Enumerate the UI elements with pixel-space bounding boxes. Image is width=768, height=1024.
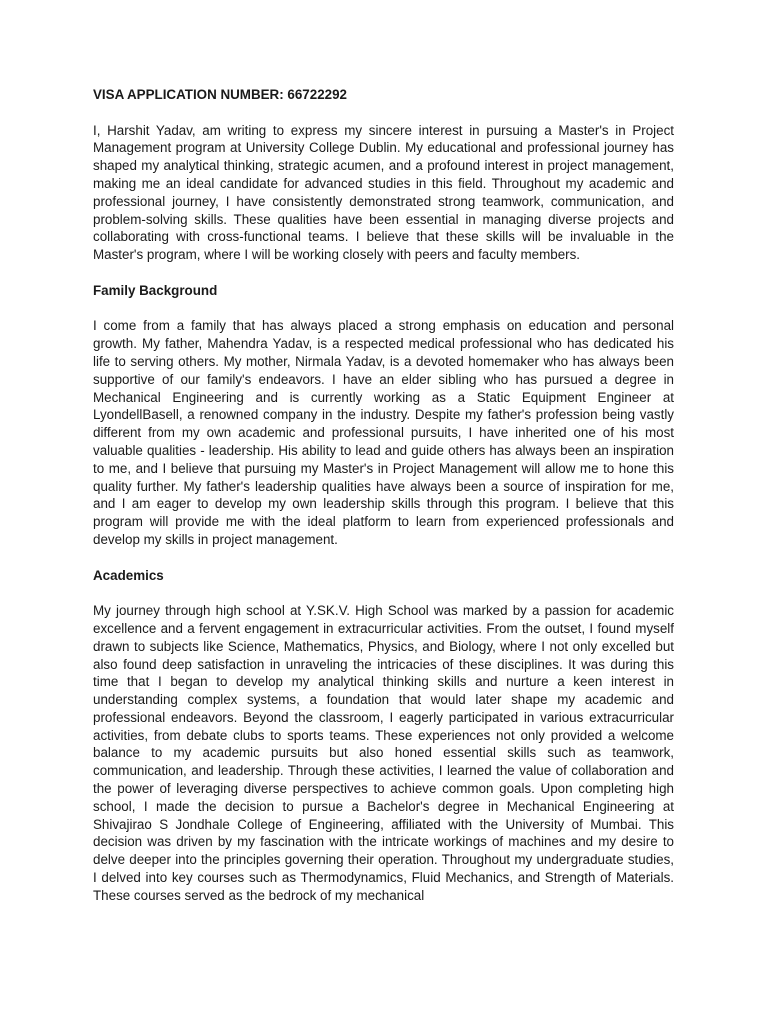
section-heading-academics: Academics <box>93 567 164 583</box>
family-background-paragraph: I come from a family that has always placed a strong emphasis on education and personal growth. My father, Mahendra Yadav, is a respected medical professional who has dedicated his life to serving others. My mother, Nirmala Yadav, is a devoted homemaker who has always been supportive of our family's endeavors. I have an elder sibling who has pursued a degree in Mechanical Engineering and is currently working as a Static Equipment Engineer at LyondellBasell, a renowned company in the industry. Despite my father's profession being vastly different from my own academic and professional pursuits, I have inherited one of his most valuable qualities - leadership. His ability to lead and guide others has always been an inspiration to me, and I believe that pursuing my Master's in Project Management will allow me to hone this quality further. My father's leadership qualities have always been a source of inspiration for me, and I am eager to develop my own leadership skills through this program. I believe that this program will provide me with the ideal platform to learn from experienced professionals and develop my skills in project management. <box>93 318 674 547</box>
spacer <box>93 104 674 122</box>
document-title: VISA APPLICATION NUMBER: 66722292 <box>93 87 347 102</box>
intro-paragraph: I, Harshit Yadav, am writing to express my sincere interest in pursuing a Master's in Project Management program at University College Dublin. My educational and professional journey has shaped my analytical thinking, strategic acumen, and a profound interest in project management, making me an ideal candidate for advanced studies in this field. Throughout my academic and professional journey, I have consistently demonstrated strong teamwork, communication, and problem-solving skills. These qualities have been essential in managing diverse projects and collaborating with cross-functional teams. I believe that these skills will be invaluable in the Master's program, where I will be working closely with peers and faculty members. <box>93 122 674 263</box>
spacer <box>93 300 674 318</box>
spacer <box>93 264 674 282</box>
section-heading-family-background: Family Background <box>93 282 218 298</box>
document-content <box>93 86 674 905</box>
spacer <box>93 584 674 602</box>
spacer <box>93 549 674 567</box>
academics-paragraph: My journey through high school at Y.SK.V. High School was marked by a passion for academic excellence and a fervent engagement in extracurricular activities. From the outset, I found myself drawn to subjects like Science, Mathematics, Physics, and Biology, where I not only excelled but also found deep satisfaction in unraveling the intricacies of these disciplines. It was during this time that I began to develop my analytical thinking skills and nurture a keen interest in understanding complex systems, a foundation that would later shape my academic and professional endeavors. Beyond the classroom, I eagerly participated in various extracurricular activities, from debate clubs to sports teams. These experiences not only provided a welcome balance to my academic pursuits but also honed essential skills such as teamwork, communication, and leadership. Through these activities, I learned the value of collaboration and the power of leveraging diverse perspectives to achieve common goals. Upon completing high school, I made the decision to pursue a Bachelor's degree in Mechanical Engineering at Shivajirao S Jondhale College of Engineering, affiliated with the University of Mumbai. This decision was driven by my fascination with the intricate workings of machines and my desire to delve deeper into the principles governing their operation. Throughout my undergraduate studies, I delved into key courses such as Thermodynamics, Fluid Mechanics, and Strength of Materials. These courses served as the bedrock of my mechanical <box>93 603 674 903</box>
